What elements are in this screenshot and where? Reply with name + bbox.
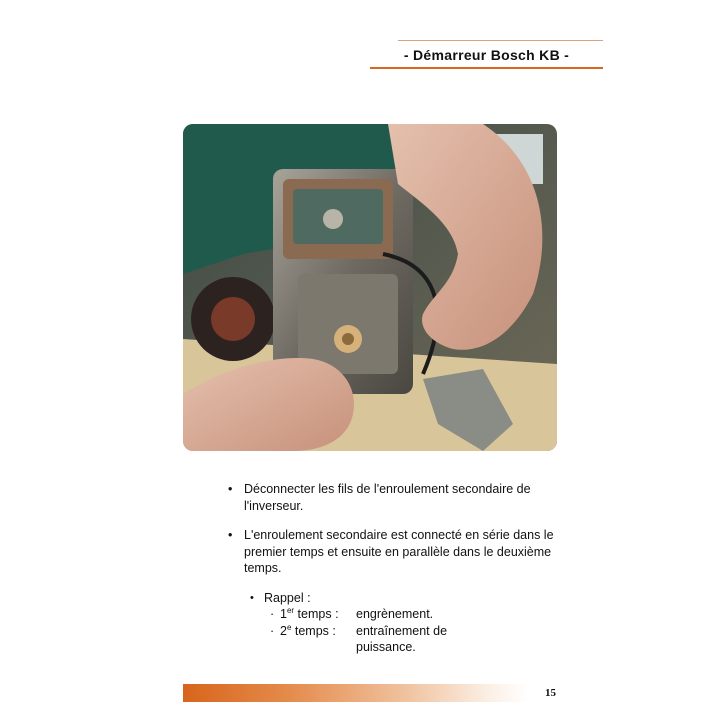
rappel-row [270,606,558,623]
bullet-text: L'enroulement secondaire est connecté en série dans le premier temps et ensuite en parallèle dans le deuxième temps. [244,528,554,575]
page-header [370,40,603,69]
dash-icon: · [270,623,275,638]
page-title: - Démarreur Bosch KB - [403,47,570,63]
rappel-value: engrènement. [356,607,434,621]
bullet-icon: • [250,591,254,604]
rappel-label: Rappel : [264,590,311,605]
bullet-text: Déconnecter les fils de l'enroulement secondaire de l'inverseur. [244,482,531,513]
rappel-key: 1er temps : [280,605,339,621]
rappel-key: 2e temps : [280,622,336,638]
bullet-icon: • [228,528,233,542]
bullet-icon: • [228,482,233,496]
header-rule-bottom [370,67,603,69]
page-number: 15 [545,687,556,699]
rappel-block [250,590,558,656]
footer-bar [183,684,528,702]
list-item [228,527,558,577]
starter-photo [183,124,557,451]
rappel-value: entraînement de puissance. [356,623,448,654]
rappel-row [270,623,558,656]
instructions [228,481,558,656]
list-item [228,481,558,514]
dash-icon: · [270,607,275,621]
